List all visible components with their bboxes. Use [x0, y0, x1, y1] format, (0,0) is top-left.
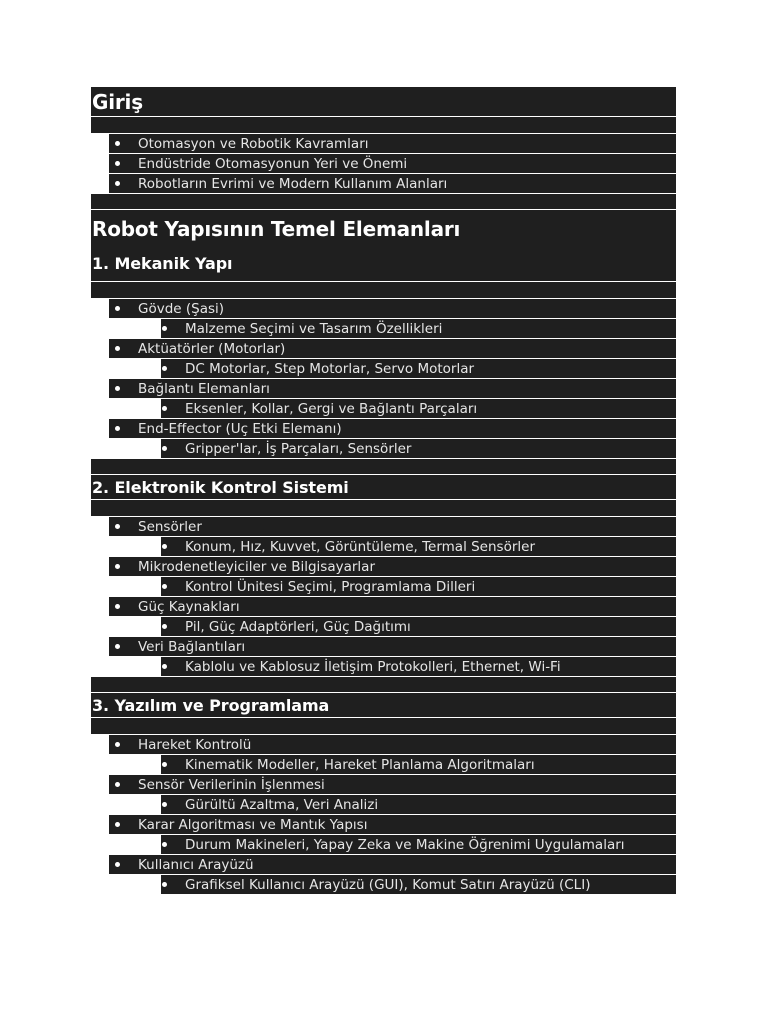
list-item-label: Otomasyon ve Robotik Kavramları — [138, 135, 369, 152]
bullet-icon — [162, 366, 167, 371]
bullet-icon — [115, 644, 120, 649]
bullet-icon — [115, 822, 120, 827]
sub-list-item-label: Gripper'lar, İş Parçaları, Sensörler — [185, 440, 412, 457]
list-item-label: Güç Kaynakları — [138, 598, 240, 615]
sub-list-item — [161, 359, 676, 379]
spacer — [91, 194, 676, 209]
bullet-icon — [115, 782, 120, 787]
sub-list-item — [161, 439, 676, 459]
bullet-icon — [115, 862, 120, 867]
list-item — [109, 735, 676, 755]
bullet-icon — [162, 624, 167, 629]
sub-list-item — [161, 657, 676, 677]
sub-list-item-label: Kontrol Ünitesi Seçimi, Programlama Dilleri — [185, 578, 476, 595]
list-item — [109, 419, 676, 439]
sub-list-item — [161, 577, 676, 597]
list-item-label: Sensör Verilerinin İşlenmesi — [138, 776, 325, 793]
list-item-label: Karar Algoritması ve Mantık Yapısı — [138, 816, 368, 833]
sub-list-item-label: Durum Makineleri, Yapay Zeka ve Makine Öğrenimi Uygulamaları — [185, 836, 625, 853]
list-item — [109, 557, 676, 577]
sub-list-item-label: Kablolu ve Kablosuz İletişim Protokolleri, Ethernet, Wi-Fi — [185, 658, 561, 675]
sub-list-item-label: Grafiksel Kullanıcı Arayüzü (GUI), Komut Satırı Arayüzü (CLI) — [185, 876, 591, 893]
list-item — [109, 174, 676, 194]
page-title: Robot Yapısının Temel Elemanları — [91, 210, 676, 245]
document — [91, 87, 676, 894]
list-item — [109, 299, 676, 319]
sub-list-item-label: DC Motorlar, Step Motorlar, Servo Motorlar — [185, 360, 475, 377]
bullet-icon — [162, 544, 167, 549]
bullet-icon — [115, 306, 120, 311]
bullet-icon — [162, 842, 167, 847]
sub-list-item-label: Kinematik Modeller, Hareket Planlama Algoritmaları — [185, 756, 535, 773]
bullet-icon — [162, 446, 167, 451]
list-item — [109, 134, 676, 154]
list-item-label: Gövde (Şasi) — [138, 300, 225, 317]
bullet-icon — [162, 882, 167, 887]
bullet-icon — [115, 346, 120, 351]
bullet-icon — [115, 564, 120, 569]
heading-electronic: 2. Elektronik Kontrol Sistemi — [91, 475, 676, 499]
bullet-icon — [162, 664, 167, 669]
list-item-label: Bağlantı Elemanları — [138, 380, 270, 397]
list-item — [109, 775, 676, 795]
bullet-icon — [115, 524, 120, 529]
sub-list-item — [161, 835, 676, 855]
sub-list-item — [161, 755, 676, 775]
list-item-label: Sensörler — [138, 518, 202, 535]
list-item-label: Hareket Kontrolü — [138, 736, 252, 753]
sub-list-item-label: Konum, Hız, Kuvvet, Görüntüleme, Termal Sensörler — [185, 538, 535, 555]
list-item-label: Kullanıcı Arayüzü — [138, 856, 254, 873]
spacer — [91, 718, 676, 734]
list-item — [109, 339, 676, 359]
sub-list-item-label: Eksenler, Kollar, Gergi ve Bağlantı Parçaları — [185, 400, 478, 417]
sub-list-item — [161, 537, 676, 557]
sub-list-item-label: Gürültü Azaltma, Veri Analizi — [185, 796, 379, 813]
heading-mechanical: 1. Mekanik Yapı — [91, 245, 676, 281]
list-item — [109, 379, 676, 399]
bullet-icon — [115, 742, 120, 747]
list-item-label: Robotların Evrimi ve Modern Kullanım Alanları — [138, 175, 448, 192]
heading-software: 3. Yazılım ve Programlama — [91, 693, 676, 717]
sub-list-item — [161, 795, 676, 815]
list-item — [109, 815, 676, 835]
bullet-icon — [162, 326, 167, 331]
list-item-label: Mikrodenetleyiciler ve Bilgisayarlar — [138, 558, 375, 575]
sub-list-item-label: Malzeme Seçimi ve Tasarım Özellikleri — [185, 320, 443, 337]
sub-list-item-label: Pil, Güç Adaptörleri, Güç Dağıtımı — [185, 618, 411, 635]
bullet-icon — [115, 604, 120, 609]
bullet-icon — [162, 802, 167, 807]
bullet-icon — [115, 426, 120, 431]
list-item — [109, 597, 676, 617]
spacer — [91, 500, 676, 516]
spacer — [91, 677, 676, 692]
bullet-icon — [115, 141, 120, 146]
bullet-icon — [162, 406, 167, 411]
list-item-label: Veri Bağlantıları — [138, 638, 246, 655]
heading-intro: Giriş — [91, 87, 676, 116]
sub-list-item — [161, 875, 676, 894]
list-item — [109, 855, 676, 875]
bullet-icon — [115, 386, 120, 391]
bullet-icon — [162, 584, 167, 589]
sub-list-item — [161, 399, 676, 419]
list-item — [109, 637, 676, 657]
list-item-label: End-Effector (Uç Etki Elemanı) — [138, 420, 342, 437]
list-item — [109, 517, 676, 537]
bullet-icon — [115, 161, 120, 166]
list-item-label: Aktüatörler (Motorlar) — [138, 340, 286, 357]
list-item — [109, 154, 676, 174]
sub-list-item — [161, 617, 676, 637]
sub-list-item — [161, 319, 676, 339]
spacer — [91, 117, 676, 133]
spacer — [91, 282, 676, 298]
bullet-icon — [162, 762, 167, 767]
spacer — [91, 459, 676, 474]
bullet-icon — [115, 181, 120, 186]
list-item-label: Endüstride Otomasyonun Yeri ve Önemi — [138, 155, 408, 172]
